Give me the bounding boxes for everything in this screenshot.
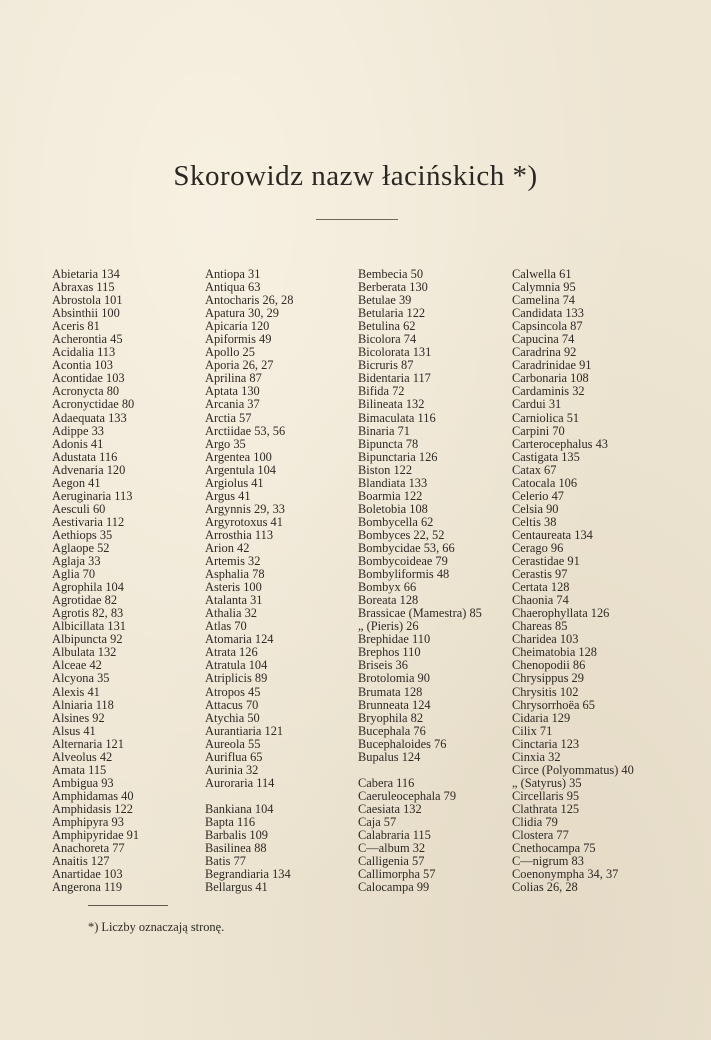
index-entry: Aethiops 35 — [52, 527, 113, 542]
index-entry: Anaitis 127 — [52, 854, 110, 869]
index-entry: Agrotis 82, 83 — [52, 606, 124, 621]
index-entry: Atrata 126 — [205, 645, 258, 660]
index-entry: Aurantiaria 121 — [205, 723, 284, 738]
index-entry: Auriflua 65 — [205, 749, 263, 764]
index-entry: Absinthii 100 — [52, 306, 120, 321]
index-entry: Barbalis 109 — [205, 828, 268, 843]
index-entry: Argynnis 29, 33 — [205, 501, 285, 516]
index-entry: Bipunctaria 126 — [358, 449, 438, 464]
index-entry: Chaonia 74 — [512, 593, 569, 608]
index-entry: Bidentaria 117 — [358, 371, 431, 386]
index-entry: Cerastidae 91 — [512, 554, 580, 569]
index-entry: Bipuncta 78 — [358, 436, 419, 451]
index-entry: Charidea 103 — [512, 632, 579, 647]
index-entry: Antiqua 63 — [205, 280, 261, 295]
index-entry: Carbonaria 108 — [512, 371, 589, 386]
index-entry: Bicolorata 131 — [358, 345, 432, 360]
index-entry: Aptata 130 — [205, 384, 260, 399]
index-entry: Apatura 30, 29 — [205, 306, 279, 321]
index-entry: Aglaope 52 — [52, 540, 110, 555]
index-entry: Bucephaloides 76 — [358, 736, 447, 751]
index-entry: Brephidae 110 — [358, 632, 431, 647]
index-entry: Cerastis 97 — [512, 567, 568, 582]
index-entry: Bicolora 74 — [358, 332, 417, 347]
index-entry: Apicaria 120 — [205, 319, 270, 334]
index-entry: Bombyces 22, 52 — [358, 527, 445, 542]
index-entry: Attacus 70 — [205, 697, 259, 712]
index-entry: Adonis 41 — [52, 436, 104, 451]
index-entry: Bankiana 104 — [205, 801, 274, 816]
index-entry: Caeruleocephala 79 — [358, 788, 457, 803]
index-entry: Apollo 25 — [205, 345, 255, 360]
index-entry: Antocharis 26, 28 — [205, 293, 294, 308]
index-entry: Acronycta 80 — [52, 384, 120, 399]
index-entry: Boarmia 122 — [358, 488, 423, 503]
index-entry: Aeruginaria 113 — [52, 488, 133, 503]
index-entry: Bembecia 50 — [358, 267, 424, 281]
index-entry: Chrysitis 102 — [512, 684, 579, 699]
index-gap — [358, 764, 482, 777]
index-entry: Betulina 62 — [358, 319, 416, 334]
index-entry: Cabera 116 — [358, 775, 415, 790]
index-entry: Bellargus 41 — [205, 880, 268, 895]
index-entry: Briseis 36 — [358, 658, 408, 673]
index-entry: Amphipyridae 91 — [52, 828, 140, 843]
index-entry: Atomaria 124 — [205, 632, 274, 647]
index-entry: C—nigrum 83 — [512, 854, 584, 869]
index-entry: Bimaculata 116 — [358, 410, 436, 425]
index-entry: Brotolomia 90 — [358, 671, 430, 686]
index-entry: Cnethocampa 75 — [512, 841, 596, 856]
index-entry: Chrysippus 29 — [512, 671, 584, 686]
index-entry: Argentea 100 — [205, 449, 272, 464]
index-entry: Artemis 32 — [205, 554, 261, 569]
index-entry: Aurinia 32 — [205, 762, 259, 777]
index-entry: Callimorpha 57 — [358, 867, 436, 882]
index-entry: Athalia 32 — [205, 606, 257, 621]
index-entry: Aestivaria 112 — [52, 514, 125, 529]
index-entry: Alceae 42 — [52, 658, 102, 673]
index-entry: Alniaria 118 — [52, 697, 114, 712]
index-entry: Cidaria 129 — [512, 710, 571, 725]
index-entry: Clostera 77 — [512, 828, 569, 843]
index-entry: Alternaria 121 — [52, 736, 124, 751]
index-entry: Begrandiaria 134 — [205, 867, 291, 882]
index-entry: Albicillata 131 — [52, 619, 126, 634]
index-entry: Atriplicis 89 — [205, 671, 268, 686]
index-entry: Antiopa 31 — [205, 267, 261, 281]
index-entry: Adustata 116 — [52, 449, 118, 464]
index-entry: Caradrina 92 — [512, 345, 577, 360]
index-entry: Bucephala 76 — [358, 723, 426, 738]
index-entry: Arctiidae 53, 56 — [205, 423, 286, 438]
index-entry: Amata 115 — [52, 762, 107, 777]
index-entry: Amphipyra 93 — [52, 814, 124, 829]
index-entry: Adaequata 133 — [52, 410, 127, 425]
index-entry: Brunneata 124 — [358, 697, 431, 712]
index-entry: Calymnia 95 — [512, 280, 576, 295]
index-entry: Aesculi 60 — [52, 501, 106, 516]
index-entry: Boreata 128 — [358, 593, 419, 608]
index-entry: Celsia 90 — [512, 501, 559, 516]
index-entry: Arcania 37 — [205, 397, 260, 412]
index-entry: Arrosthia 113 — [205, 527, 274, 542]
index-entry: Cheimatobia 128 — [512, 645, 597, 660]
index-entry: Aureola 55 — [205, 736, 261, 751]
index-entry: Chrysorrhoëa 65 — [512, 697, 595, 712]
index-entry: „ (Satyrus) 35 — [512, 775, 582, 790]
index-entry: Catax 67 — [512, 462, 557, 477]
index-entry: Capucina 74 — [512, 332, 575, 347]
index-entry: Argentula 104 — [205, 462, 277, 477]
index-column-2 — [205, 268, 293, 894]
index-entry: Albulata 132 — [52, 645, 117, 660]
index-entry: Argus 41 — [205, 488, 251, 503]
index-entry: Brassicae (Mamestra) 85 — [358, 606, 482, 621]
index-entry: Caesiata 132 — [358, 801, 422, 816]
index-entry: Bombyx 66 — [358, 580, 417, 595]
index-entry: Cilix 71 — [512, 723, 553, 738]
index-entry: Batis 77 — [205, 854, 246, 869]
index-entry: Abraxas 115 — [52, 280, 115, 295]
index-column-1 — [52, 268, 139, 894]
index-entry: Candidata 133 — [512, 306, 584, 321]
index-entry: Cinxia 32 — [512, 749, 561, 764]
index-entry: Bombycoideae 79 — [358, 554, 448, 569]
index-gap — [205, 790, 293, 803]
index-entry: Agrophila 104 — [52, 580, 124, 595]
index-entry: Amphidamas 40 — [52, 788, 134, 803]
index-entry: Boletobia 108 — [358, 501, 428, 516]
index-entry: Bombycidae 53, 66 — [358, 540, 455, 555]
index-entry: Betulae 39 — [358, 293, 412, 308]
index-entry: Caja 57 — [358, 814, 397, 829]
index-entry: Circe (Polyommatus) 40 — [512, 762, 634, 777]
index-entry: Bicruris 87 — [358, 358, 414, 373]
index-entry: „ (Pieris) 26 — [358, 619, 419, 634]
index-entry: Clidia 79 — [512, 814, 558, 829]
index-entry: Basilinea 88 — [205, 841, 267, 856]
index-entry: Anartidae 103 — [52, 867, 123, 882]
index-entry: Certata 128 — [512, 580, 570, 595]
index-entry: Anachoreta 77 — [52, 841, 125, 856]
index-entry: Chenopodii 86 — [512, 658, 586, 673]
index-entry: Bryophila 82 — [358, 710, 424, 725]
index-entry: Caradrinidae 91 — [512, 358, 592, 373]
index-entry: Acontia 103 — [52, 358, 113, 373]
index-entry: Biston 122 — [358, 462, 413, 477]
index-entry: Abrostola 101 — [52, 293, 123, 308]
index-entry: Centaureata 134 — [512, 527, 593, 542]
index-entry: Camelina 74 — [512, 293, 575, 308]
index-entry: Catocala 106 — [512, 475, 578, 490]
page-title: Skorowidz nazw łacińskich *) — [173, 160, 538, 192]
index-entry: Apiformis 49 — [205, 332, 272, 347]
index-entry: Acronyctidae 80 — [52, 397, 135, 412]
index-entry: Ambigua 93 — [52, 775, 114, 790]
index-entry: Asphalia 78 — [205, 567, 265, 582]
index-entry: Amphidasis 122 — [52, 801, 133, 816]
index-entry: Alsus 41 — [52, 723, 96, 738]
index-entry: Atychia 50 — [205, 710, 260, 725]
index-entry: Colias 26, 28 — [512, 880, 578, 895]
index-entry: Aceris 81 — [52, 319, 100, 334]
index-entry: Acherontia 45 — [52, 332, 123, 347]
index-entry: Arctia 57 — [205, 410, 252, 425]
index-entry: Calocampa 99 — [358, 880, 430, 895]
index-entry: Atratula 104 — [205, 658, 268, 673]
index-column-3 — [358, 268, 482, 894]
index-entry: Albipuncta 92 — [52, 632, 123, 647]
index-entry: Argo 35 — [205, 436, 246, 451]
index-entry: Atlas 70 — [205, 619, 247, 634]
index-entry: Carniolica 51 — [512, 410, 580, 425]
index-entry: Bupalus 124 — [358, 749, 421, 764]
index-entry: Calwella 61 — [512, 267, 572, 281]
index-entry: Alexis 41 — [52, 684, 100, 699]
index-entry: Cardui 31 — [512, 397, 562, 412]
index-entry: Arion 42 — [205, 540, 250, 555]
index-entry: Agrotidae 82 — [52, 593, 118, 608]
index-entry: Atropos 45 — [205, 684, 261, 699]
index-entry: Calligenia 57 — [358, 854, 425, 869]
index-entry: Carterocephalus 43 — [512, 436, 608, 451]
index-entry: Brumata 128 — [358, 684, 423, 699]
index-entry: C—album 32 — [358, 841, 426, 856]
index-entry: Berberata 130 — [358, 280, 428, 295]
index-entry: Bilineata 132 — [358, 397, 425, 412]
index-column-4 — [512, 268, 634, 894]
index-entry: Chaerophyllata 126 — [512, 606, 610, 621]
index-entry: Alcyona 35 — [52, 671, 110, 686]
index-entry: Binaria 71 — [358, 423, 410, 438]
index-entry: Celerio 47 — [512, 488, 564, 503]
footnote: *) Liczby oznaczają stronę. — [88, 920, 225, 934]
index-entry: Bapta 116 — [205, 814, 256, 829]
index-entry: Angerona 119 — [52, 880, 123, 895]
index-entry: Circellaris 95 — [512, 788, 580, 803]
index-entry: Alveolus 42 — [52, 749, 113, 764]
index-entry: Blandiata 133 — [358, 475, 428, 490]
footnote-divider — [88, 905, 168, 906]
index-entry: Asteris 100 — [205, 580, 262, 595]
index-entry: Betularia 122 — [358, 306, 426, 321]
index-entry: Cardaminis 32 — [512, 384, 585, 399]
index-entry: Chareas 85 — [512, 619, 568, 634]
index-entry: Aegon 41 — [52, 475, 101, 490]
index-entry: Brephos 110 — [358, 645, 421, 660]
index-entry: Bombyliformis 48 — [358, 567, 450, 582]
index-entry: Advenaria 120 — [52, 462, 126, 477]
index-entry: Bifida 72 — [358, 384, 405, 399]
index-entry: Clathrata 125 — [512, 801, 580, 816]
index-entry: Castigata 135 — [512, 449, 580, 464]
index-entry: Atalanta 31 — [205, 593, 263, 608]
index-entry: Adippe 33 — [52, 423, 104, 438]
index-entry: Argyrotoxus 41 — [205, 514, 283, 529]
index-entry: Auroraria 114 — [205, 775, 275, 790]
index-entry: Capsincola 87 — [512, 319, 583, 334]
index-entry: Cinctaria 123 — [512, 736, 580, 751]
index-entry: Aglaja 33 — [52, 554, 101, 569]
index-entry: Carpini 70 — [512, 423, 565, 438]
index-entry: Aprilina 87 — [205, 371, 262, 386]
index-entry: Celtis 38 — [512, 514, 557, 529]
title-divider — [316, 219, 398, 220]
index-entry: Coenonympha 34, 37 — [512, 867, 619, 882]
index-entry: Bombycella 62 — [358, 514, 434, 529]
index-entry: Acontidae 103 — [52, 371, 125, 386]
index-entry: Aglia 70 — [52, 567, 96, 582]
index-entry: Calabraria 115 — [358, 828, 431, 843]
index-entry: Aporia 26, 27 — [205, 358, 274, 373]
index-entry: Cerago 96 — [512, 540, 564, 555]
index-entry: Abietaria 134 — [52, 267, 120, 281]
index-entry: Acidalia 113 — [52, 345, 116, 360]
index-entry: Alsines 92 — [52, 710, 105, 725]
index-entry: Argiolus 41 — [205, 475, 264, 490]
